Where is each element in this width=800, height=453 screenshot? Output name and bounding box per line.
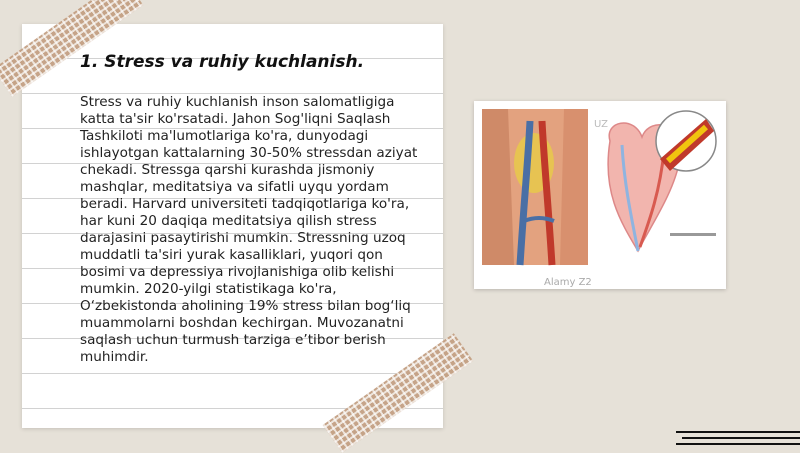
anatomy-drawing — [474, 101, 726, 289]
slide-body-text: Stress va ruhiy kuchlanish inson salomatligiga katta ta'sir ko'rsatadi. Jahon Sog'liqni Saqlash Tashkiloti ma'lumotlariga ko'ra, dunyodagi ishlayotgan kattalarning 30-50% stressdan aziyat chekadi. Stressga qarshi kurashda jismoniy mashqlar, meditatsiya va sifatli uyqu yordam beradi. Harvard universiteti tadqiqotlariga ko'ra, har kuni 20 daqiqa meditatsiya qilish stress darajasini pasaytirishi mumkin. Stressning uzoq muddatli ta'siri yurak kasalliklari, yuqori qon bosimi va depressiya rivojlanishiga olib kelishi mumkin. 2020-yilgi statistikaga ko'ra, O‘zbekistonda aholining 19% stress bilan bog‘liq muammolarni boshdan kechirgan. Muvozanatni saqlash uchun turmush tarziga e’tibor berish muhimdir. — [80, 94, 418, 365]
torso-shadow-right — [560, 109, 588, 265]
watermark-top: UZ — [594, 119, 608, 130]
decorative-lines — [676, 428, 800, 448]
slide-title: 1. Stress va ruhiy kuchlanish. — [80, 52, 365, 72]
heart-artery-illustration — [474, 101, 726, 289]
caption-line — [670, 233, 716, 236]
watermark-bottom: Alamy Z2 — [544, 277, 592, 288]
